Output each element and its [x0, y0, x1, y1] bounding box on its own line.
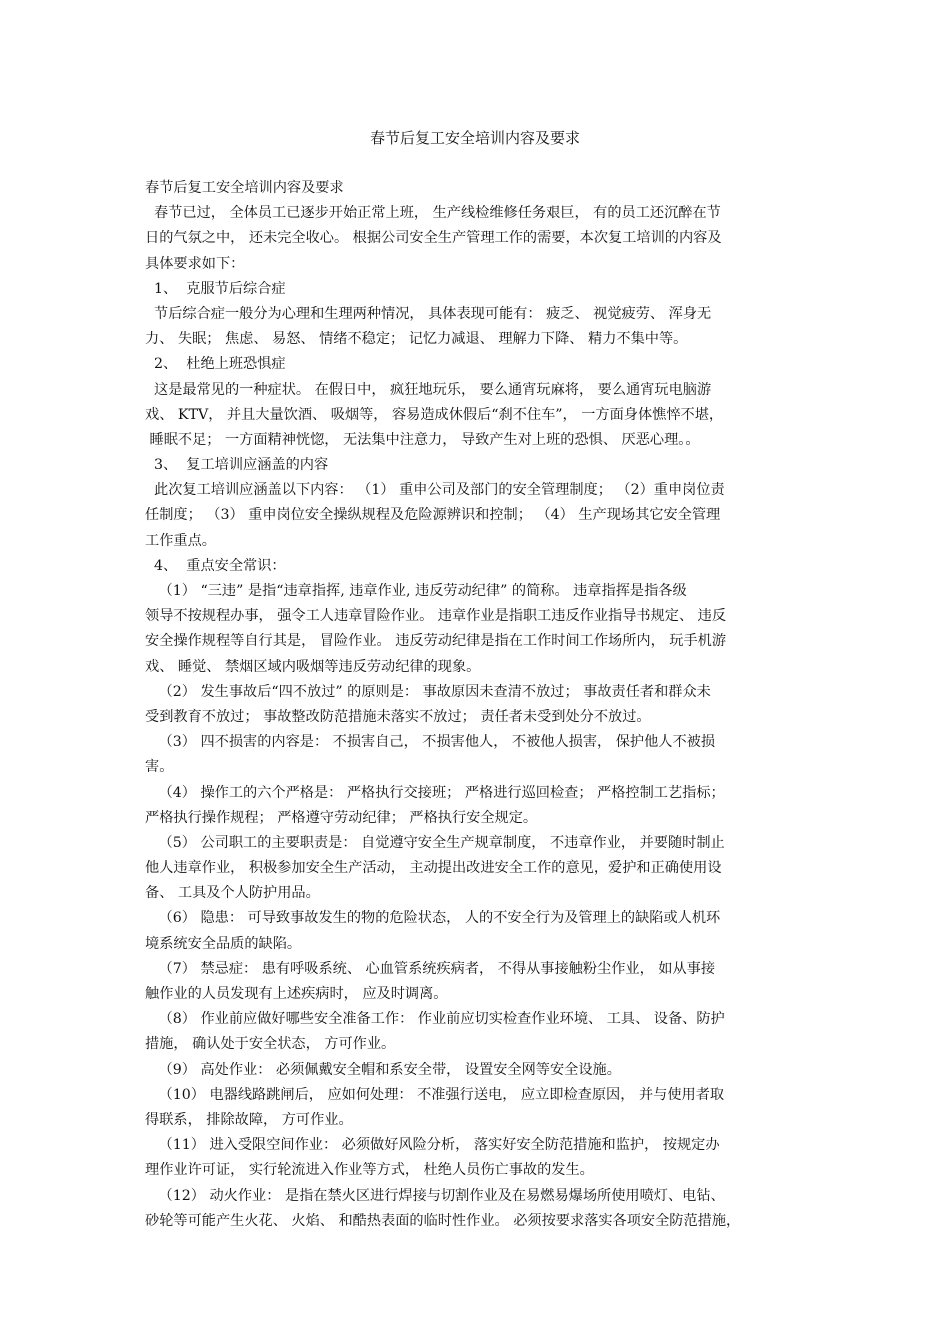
body-line: 具体要求如下： [145, 255, 245, 272]
body-line: 戏、 睡觉、 禁烟区域内吸烟等违反劳动纪律的现象。 [145, 658, 481, 675]
body-line: （8） 作业前应做好哪些安全准备工作： 作业前应切实检查作业环境、 工具、 设备、防护 [145, 1011, 725, 1028]
document-body [145, 176, 813, 1234]
body-line: 春节后复工安全培训内容及要求 [145, 180, 344, 196]
body-line: （3） 四不损害的内容是： 不损害自己， 不损害他人， 不被他人损害， 保护他人不被损 [145, 734, 716, 751]
body-line: （1） “三违” 是指“违章指挥, 违章作业, 违反劳动纪律” 的简称。 违章指挥是指各级 [145, 583, 687, 599]
body-line: 日的气氛之中， 还未完全收心。 根据公司安全生产管理工作的需要，本次复工培训的内容及 [145, 230, 722, 247]
body-line: 措施， 确认处于安全状态， 方可作业。 [145, 1036, 396, 1053]
body-line: （6） 隐患： 可导致事故发生的物的危险状态， 人的不安全行为及管理上的缺陷或人机环 [145, 910, 721, 927]
body-line: （7） 禁忌症： 患有呼吸系统、 心血管系统疾病者， 不得从事接触粉尘作业， 如从事接 [145, 960, 716, 977]
document-title: 春节后复工安全培训内容及要求 [369, 129, 580, 147]
body-line: 领导不按规程办事， 强令工人违章冒险作业。 违章作业是指职工违反作业指导书规定、 违反 [145, 608, 727, 625]
body-line: 理作业许可证， 实行轮流进入作业等方式， 杜绝人员伤亡事故的发生。 [145, 1162, 594, 1179]
body-line: （10） 电器线路跳闸后， 应如何处理： 不准强行送电， 应立即检查原因， 并与使用者取 [145, 1086, 725, 1103]
body-line: 春节已过， 全体员工已逐步开始正常上班， 生产线检维修任务艰巨， 有的员工还沉醉在节 [145, 205, 721, 222]
body-line: （2） 发生事故后“四不放过” 的原则是： 事故原因未查清不放过； 事故责任者和群众未 [145, 683, 711, 700]
body-line: 4、 重点安全常识： [145, 557, 286, 574]
body-line: 任制度； （3） 重申岗位安全操纵规程及危险源辨识和控制； （4） 生产现场其它安全管理 [145, 507, 721, 524]
body-line: 境系统安全品质的缺陷。 [145, 935, 302, 952]
body-line: 备、 工具及个人防护用品。 [145, 885, 320, 902]
body-line: （9） 高处作业： 必须佩戴安全帽和系安全带， 设置安全网等安全设施。 [145, 1061, 621, 1078]
body-line: 睡眠不足； 一方面精神恍惚， 无法集中注意力， 导致产生对上班的恐惧、 厌恶心理。。 [145, 431, 700, 448]
body-line: 砂轮等可能产生火花、 火焰、 和酷热表面的临时性作业。 必须按要求落实各项安全防范措施， [145, 1212, 741, 1229]
body-line: 严格执行操作规程； 严格遵守劳动纪律； 严格执行安全规定。 [145, 809, 538, 826]
body-line: 安全操作规程等自行其是， 冒险作业。 违反劳动纪律是指在工作时间工作场所内， 玩手机游 [145, 633, 727, 650]
body-line: 此次复工培训应涵盖以下内容： （1） 重申公司及部门的安全管理制度； （2）重申岗位责 [145, 482, 725, 499]
body-line: 3、 复工培训应涵盖的内容 [145, 457, 329, 474]
body-line: 触作业的人员发现有上述疾病时， 应及时调离。 [145, 986, 448, 1002]
body-line: 力、 失眠； 焦虑、 易怒、 情绪不稳定； 记忆力减退、 理解力下降、 精力不集中等。 [145, 331, 688, 348]
body-line: （12） 动火作业： 是指在禁火区进行焊接与切割作业及在易燃易爆场所使用喷灯、电钻、 [145, 1187, 725, 1204]
body-line: 得联系， 排除故障， 方可作业。 [145, 1111, 353, 1128]
body-line: 1、 克服节后综合症 [145, 280, 286, 297]
body-line: 害。 [145, 759, 174, 776]
body-line: （4） 操作工的六个严格是： 严格执行交接班； 严格进行巡回检查； 严格控制工艺指标； [145, 784, 725, 801]
body-line: 工作重点。 [145, 532, 216, 549]
body-line: 受到教育不放过； 事故整改防范措施未落实不放过； 责任者未受到处分不放过。 [145, 708, 651, 725]
body-line: （11） 进入受限空间作业： 必须做好风险分析， 落实好安全防范措施和监护， 按规定办 [145, 1137, 720, 1154]
body-line: 这是最常见的一种症状。 在假日中， 疯狂地玩乐， 要么通宵玩麻将， 要么通宵玩电脑游 [145, 381, 712, 398]
body-line: 他人违章作业， 积极参加安全生产活动， 主动提出改进安全工作的意见，爱护和正确使用设 [145, 860, 722, 877]
body-line: 2、 杜绝上班恐惧症 [145, 356, 286, 373]
body-line: 戏、 KTV， 并且大量饮酒、 吸烟等， 容易造成休假后“刹不住车”， 一方面身体憔悴不堪， [145, 406, 724, 423]
body-line: 节后综合症一般分为心理和生理两种情况， 具体表现可能有： 疲乏、 视觉疲劳、 浑身无 [145, 305, 712, 322]
body-line: （5） 公司职工的主要职责是： 自觉遵守安全生产规章制度， 不违章作业， 并要随时制止 [145, 834, 725, 851]
